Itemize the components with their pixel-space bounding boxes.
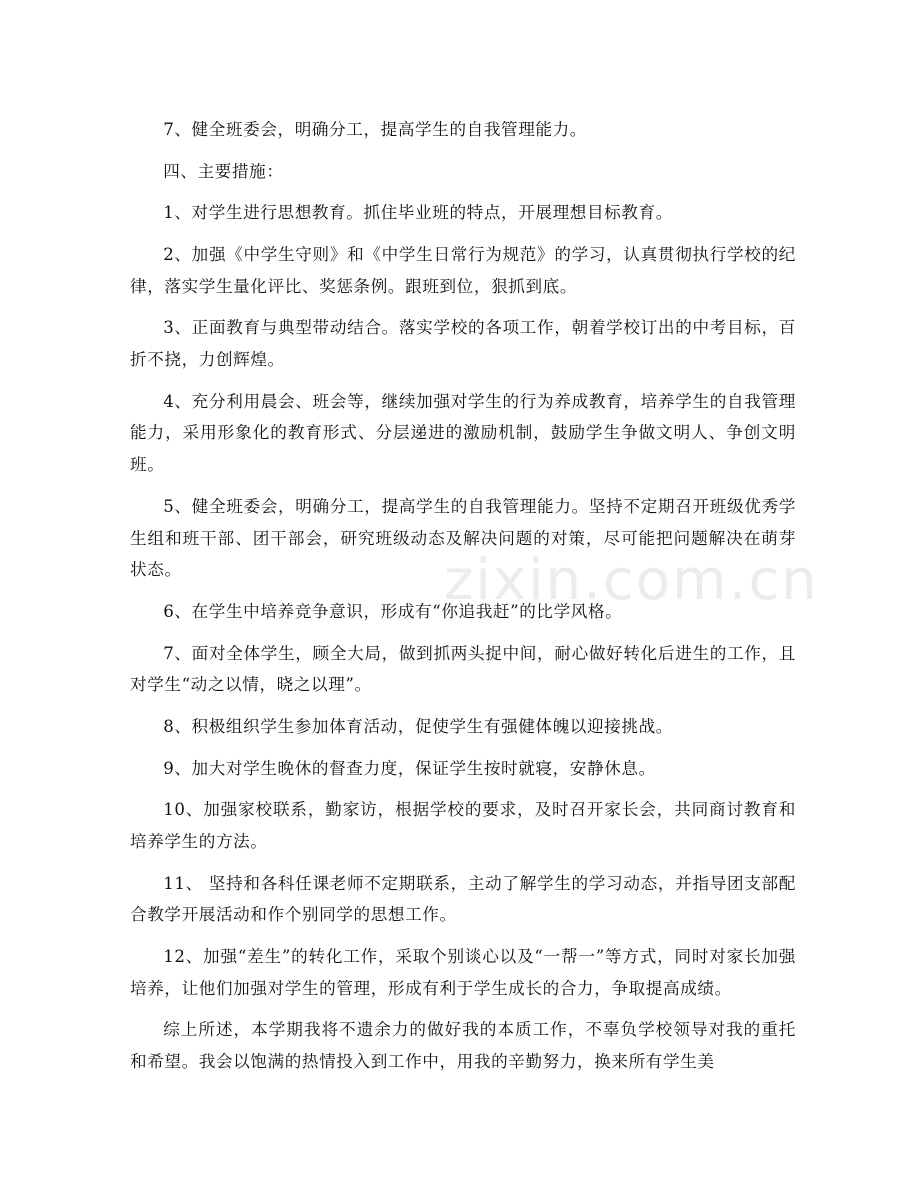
section-heading: 四、主要措施： [163,161,284,181]
paragraph: 1、对学生进行思想教育。抓住毕业班的特点，开展理想目标教育。 [163,203,673,223]
paragraph: 9、加大对学生晚休的督查力度，保证学生按时就寝，安静休息。 [163,758,656,778]
paragraph: 6、在学生中培养竞争意识，形成有“你追我赶”的比学风格。 [163,601,623,621]
paragraph: 12、加强“差生”的转化工作，采取个别谈心以及“一帮一”等方式，同时对家长加强培养，让他们加强对学生的管理，形成有利于学生成长的合力，争取提高成绩。 [130,946,796,998]
paragraph: 10、加强家校联系，勤家访，根据学校的要求，及时召开家长会，共同商讨教育和培养学生的方法。 [130,800,796,851]
watermark: zixin.com.cn [444,548,819,613]
paragraph: 2、加强《中学生守则》和《中学生日常行为规范》的学习，认真贯彻执行学校的纪律，落实学生量化评比、奖惩条例。跟班到位，狠抓到底。 [130,244,796,296]
paragraph: 5、健全班委会，明确分工，提高学生的自我管理能力。坚持不定期召开班级优秀学生组和班干部、团干部会，研究班级动态及解决问题的对策，尽可能把问题解决在萌芽状态。 [130,496,796,580]
document-body [130,114,796,1078]
paragraph: 11、 坚持和各科任课老师不定期联系，主动了解学生的学习动态，并指导团支部配合教学开展活动和作个别同学的思想工作。 [130,873,796,925]
paragraph: 7、健全班委会，明确分工，提高学生的自我管理能力。 [163,120,587,139]
paragraph: 3、正面教育与典型带动结合。落实学校的各项工作，朝着学校订出的中考目标，百折不挠，力创辉煌。 [130,318,796,369]
paragraph: 8、积极组织学生参加体育活动，促使学生有强健体魄以迎接挑战。 [163,716,673,736]
paragraph: 4、充分利用晨会、班会等，继续加强对学生的行为养成教育，培养学生的自我管理能力，采用形象化的教育形式、分层递进的激励机制，鼓励学生争做文明人、争创文明班。 [130,391,796,475]
paragraph: 7、面对全体学生，顾全大局，做到抓两头捉中间，耐心做好转化后进生的工作，且对学生“动之以情，晓之以理”。 [130,643,796,695]
paragraph: 综上所述，本学期我将不遗余力的做好我的本质工作，不辜负学校领导对我的重托和希望。我会以饱满的热情投入到工作中，用我的辛勤努力，换来所有学生美 [130,1020,796,1072]
